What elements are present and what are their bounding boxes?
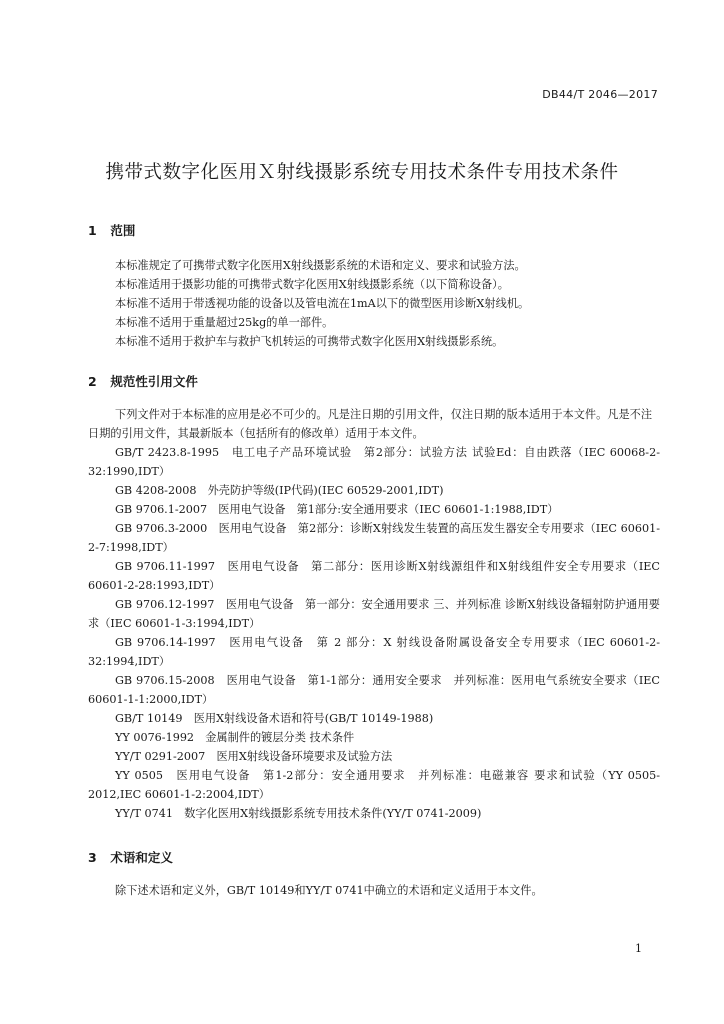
- reference-item: GB 9706.11-1997 医用电气设备 第二部分：医用诊断X射线源组件和X射线组件安全专用要求（IEC 60601-2-28:1993,IDT）: [88, 560, 660, 592]
- section-number: 2: [88, 374, 97, 389]
- reference-item: GB 9706.14-1997 医用电气设备 第 2 部分：X 射线设备附属设备安全专用要求（IEC 60601-2-32:1994,IDT）: [88, 636, 660, 668]
- section-title: 规范性引用文件: [110, 374, 198, 389]
- section-heading-terms: [88, 848, 173, 866]
- scope-body: [88, 256, 660, 351]
- paragraph: 除下述术语和定义外，GB/T 10149和YY/T 0741中确立的术语和定义适用于本文件。: [115, 884, 543, 897]
- paragraph: 本标准不适用于带透视功能的设备以及管电流在1mA以下的微型医用诊断X射线机。: [115, 297, 530, 310]
- reference-item: GB 9706.3-2000 医用电气设备 第2部分：诊断X射线发生装置的高压发生器安全专用要求（IEC 60601-2-7:1998,IDT）: [88, 522, 660, 554]
- paragraph: 本标准不适用于重量超过25kg的单一部件。: [115, 316, 334, 329]
- document-title: 携带式数字化医用Ｘ射线摄影系统专用技术条件专用技术条件: [105, 162, 619, 183]
- terms-body: [88, 881, 660, 900]
- section-number: 3: [88, 850, 97, 865]
- section-title: 范围: [110, 223, 136, 238]
- page-number: 1: [635, 942, 642, 955]
- paragraph: 本标准规定了可携带式数字化医用X射线摄影系统的术语和定义、要求和试验方法。: [115, 259, 526, 272]
- paragraph: 本标准适用于摄影功能的可携带式数字化医用X射线摄影系统（以下简称设备）。: [115, 278, 509, 291]
- reference-item: GB 9706.1-2007 医用电气设备 第1部分:安全通用要求（IEC 60601-1:1988,IDT）: [115, 503, 559, 516]
- paragraph: 下列文件对于本标准的应用是必不可少的。凡是注日期的引用文件，仅注日期的版本适用于本文件。凡是不注日期的引用文件，其最新版本（包括所有的修改单）适用于本文件。: [88, 408, 653, 440]
- reference-item: GB/T 2423.8-1995 电工电子产品环境试验 第2部分：试验方法 试验Ed：自由跌落（IEC 60068-2-32:1990,IDT）: [88, 446, 660, 478]
- reference-item: GB 9706.12-1997 医用电气设备 第一部分：安全通用要求 三、并列标准 诊断X射线设备辐射防护通用要求（IEC 60601-1-3:1994,IDT）: [88, 598, 660, 630]
- reference-item: GB 9706.15-2008 医用电气设备 第1-1部分：通用安全要求 并列标准：医用电气系统安全要求（IEC 60601-1-1:2000,IDT）: [88, 674, 660, 706]
- reference-item: YY 0505 医用电气设备 第1-2部分：安全通用要求 并列标准：电磁兼容 要求和试验（YY 0505-2012,IEC 60601-1-2:2004,IDT）: [88, 769, 660, 801]
- section-heading-normative-references: [88, 372, 198, 390]
- section-heading-scope: [88, 221, 135, 239]
- paragraph: 本标准不适用于救护车与救护飞机转运的可携带式数字化医用X射线摄影系统。: [115, 335, 504, 348]
- reference-item: YY/T 0291-2007 医用X射线设备环境要求及试验方法: [115, 750, 393, 763]
- section-title: 术语和定义: [110, 850, 173, 865]
- section-number: 1: [88, 223, 97, 238]
- reference-item: GB 4208-2008 外壳防护等级(IP代码)(IEC 60529-2001,IDT): [115, 484, 444, 497]
- reference-item: YY 0076-1992 金属制件的镀层分类 技术条件: [115, 731, 355, 744]
- reference-item: GB/T 10149 医用X射线设备术语和符号(GB/T 10149-1988): [115, 712, 434, 725]
- standard-code: DB44/T 2046—2017: [542, 88, 658, 101]
- references-body: [88, 405, 660, 823]
- reference-item: YY/T 0741 数字化医用X射线摄影系统专用技术条件(YY/T 0741-2009): [115, 807, 482, 820]
